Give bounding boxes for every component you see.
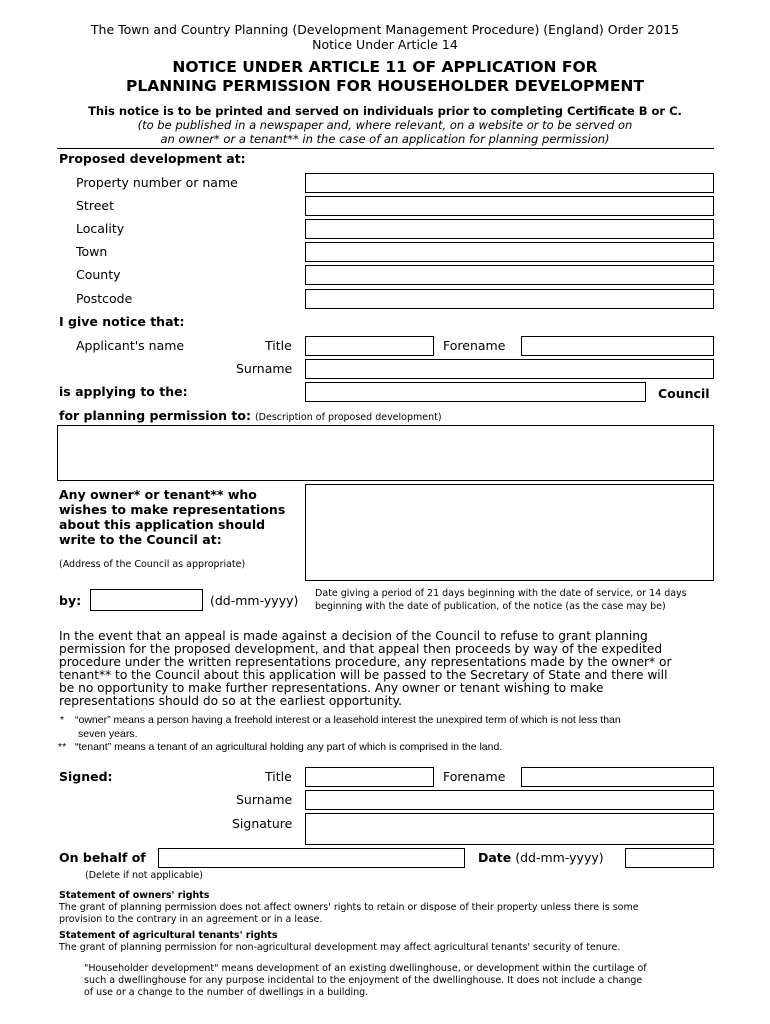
council-input[interactable] xyxy=(305,382,646,402)
permission-label-row xyxy=(59,408,442,423)
applicant-forename-label: Forename xyxy=(443,338,506,353)
proposed-heading: Proposed development at: xyxy=(59,151,246,166)
by-label: by: xyxy=(59,593,82,608)
give-notice-heading: I give notice that: xyxy=(59,314,185,329)
signed-heading: Signed: xyxy=(59,769,113,784)
header-divider xyxy=(57,148,714,149)
address-hint: (Address of the Council as appropriate) xyxy=(59,559,246,570)
signature-label: Signature xyxy=(232,816,293,831)
county-input[interactable] xyxy=(305,265,714,285)
applicant-surname-input[interactable] xyxy=(305,359,714,379)
signed-forename-input[interactable] xyxy=(521,767,714,787)
appeal-line3: procedure under the written representations procedure, any representations made by the owner* or xyxy=(59,655,672,669)
italic-note-line2: an owner* or a tenant** in the case of an application for planning permission) xyxy=(160,132,610,146)
signed-surname-label: Surname xyxy=(236,792,293,807)
permission-label: for planning permission to: xyxy=(59,408,251,423)
by-date-format: (dd-mm-yyyy) xyxy=(210,593,299,608)
householder-line3: of use or a change to the number of dwellings in a building. xyxy=(84,987,369,998)
instruction-text: This notice is to be printed and served on individuals prior to completing Certificate B or C. xyxy=(88,104,682,118)
on-behalf-input[interactable] xyxy=(158,848,465,868)
property-label: Property number or name xyxy=(76,175,238,190)
representations-line3: about this application should xyxy=(59,517,266,532)
tenant-footnote-line: “tenant” means a tenant of an agricultural holding any part of which is comprised in the land. xyxy=(75,741,503,753)
householder-line1: "Householder development" means development of an existing dwellinghouse, or development within the curtilage of xyxy=(84,963,647,974)
signed-date-label: Date xyxy=(478,850,512,865)
italic-note-line1: (to be published in a newspaper and, where relevant, on a website or to be served on xyxy=(137,118,633,132)
on-behalf-label: On behalf of xyxy=(59,850,146,865)
appeal-line1: In the event that an appeal is made against a decision of the Council to refuse to grant planning xyxy=(59,629,648,643)
by-date-input[interactable] xyxy=(90,589,203,611)
signed-forename-label: Forename xyxy=(443,769,506,784)
signed-title-input[interactable] xyxy=(305,767,434,787)
appeal-line6: representations should do so at the earliest opportunity. xyxy=(59,694,402,708)
street-input[interactable] xyxy=(305,196,714,216)
town-label: Town xyxy=(76,244,108,259)
date-note-line2: beginning with the date of publication, of the notice (as the case may be) xyxy=(315,601,666,612)
applying-label: is applying to the: xyxy=(59,384,188,399)
householder-line2: such a dwellinghouse for any purpose incidental to the enjoyment of the dwellinghouse. It does not include a change xyxy=(84,975,643,986)
owners-rights-line2: provision to the contrary in an agreement or in a lease. xyxy=(59,914,323,925)
date-note-line1: Date giving a period of 21 days beginning with the date of service, or 14 days xyxy=(315,588,687,599)
owner-footnote-line2: seven years. xyxy=(78,728,138,740)
notice-title-line1: NOTICE UNDER ARTICLE 11 OF APPLICATION FOR xyxy=(172,58,598,76)
applicant-title-input[interactable] xyxy=(305,336,434,356)
representations-line2: wishes to make representations xyxy=(59,502,286,517)
order-title: The Town and Country Planning (Development Management Procedure) (England) Order 2015 xyxy=(90,22,680,37)
town-input[interactable] xyxy=(305,242,714,262)
tenant-footnote-mark: ** xyxy=(58,741,67,753)
signed-date-input[interactable] xyxy=(625,848,714,868)
appeal-line4: tenant** to the Council about this application will be passed to the Secretary of State and there will xyxy=(59,668,668,682)
applicant-name-label: Applicant's name xyxy=(76,338,185,353)
owner-footnote-mark: * xyxy=(60,714,65,726)
owners-rights-line1: The grant of planning permission does not affect owners' rights to retain or dispose of their property unless there is some xyxy=(59,902,639,913)
behalf-hint: (Delete if not applicable) xyxy=(85,870,203,881)
signed-date-format: (dd-mm-yyyy) xyxy=(515,850,604,865)
tenants-rights-heading: Statement of agricultural tenants' rights xyxy=(59,930,278,941)
notice-title-line2: PLANNING PERMISSION FOR HOUSEHOLDER DEVELOPMENT xyxy=(126,77,644,95)
applicant-title-label: Title xyxy=(265,338,292,353)
tenants-rights-line: The grant of planning permission for non-agricultural development may affect agricultural tenants' security of tenure. xyxy=(59,942,621,953)
representations-line4: write to the Council at: xyxy=(59,532,222,547)
signature-input[interactable] xyxy=(305,813,714,845)
locality-input[interactable] xyxy=(305,219,714,239)
county-label: County xyxy=(76,267,121,282)
appeal-line5: be no opportunity to make further representations. Any owner or tenant wishing to make xyxy=(59,681,604,695)
description-input[interactable] xyxy=(57,425,714,481)
representations-line1: Any owner* or tenant** who xyxy=(59,487,257,502)
applicant-surname-label: Surname xyxy=(236,361,293,376)
council-address-input[interactable] xyxy=(305,484,714,581)
owners-rights-heading: Statement of owners' rights xyxy=(59,890,210,901)
permission-hint: (Description of proposed development) xyxy=(254,412,442,423)
signed-surname-input[interactable] xyxy=(305,790,714,810)
postcode-input[interactable] xyxy=(305,289,714,309)
signed-date-label-row xyxy=(478,850,604,865)
street-label: Street xyxy=(76,198,114,213)
locality-label: Locality xyxy=(76,221,125,236)
applicant-forename-input[interactable] xyxy=(521,336,714,356)
council-label: Council xyxy=(658,386,710,401)
article-subtitle: Notice Under Article 14 xyxy=(312,37,458,52)
signed-title-label: Title xyxy=(265,769,292,784)
owner-footnote-line1: “owner” means a person having a freehold interest or a leasehold interest the unexpired term of which is not less than xyxy=(75,714,621,726)
property-input[interactable] xyxy=(305,173,714,193)
appeal-line2: permission for the proposed development, and that appeal then proceeds by way of the expedited xyxy=(59,642,663,656)
postcode-label: Postcode xyxy=(76,291,133,306)
